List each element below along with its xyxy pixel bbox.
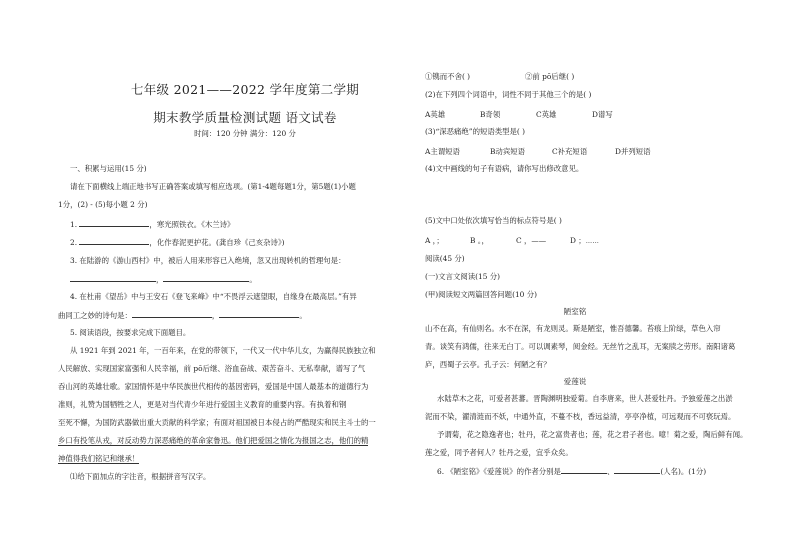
question-4: 4. 在杜甫《望岳》中与王安石《登飞来峰》中“不畏浮云遮望眼，自缘身在最高层。”有异 [70,292,357,301]
q5-5-option-b: B 。， [470,236,489,245]
q5-3-option-c: C补充短语 [552,147,588,156]
q5-5-option-d: D ；⋯⋯ [570,236,599,245]
text2-line-4: 莲之爱，同予者何人？牡丹之爱，宜乎众矣。 [425,448,573,457]
q3-end: 。 [249,275,257,284]
q4-answer-blank-2[interactable] [219,310,299,318]
question-5-2: (2)在下列四个词语中，词性不同于其他三个的是( ) [425,90,592,99]
passage-line-7 [58,454,139,463]
q5-3-option-d: D并列短语 [615,147,651,156]
q6-prefix: 6. 《陋室铭》《爱莲说》的作者分别是 [437,467,561,476]
instruction-line-2: 1分，(2) - (5)每小题 2 分) [58,200,148,209]
question-1 [70,219,234,229]
classical-reading-heading: (一)文言文阅读(15 分) [425,272,501,281]
question-3-blanks [70,274,257,284]
passage-line-6 [58,436,368,445]
reading-heading: 阅读(45 分) [425,254,465,263]
text2-title: 爱莲说 [563,377,587,386]
question-5-3: (3)“深恶痛绝”的短语类型是( ) [425,127,526,136]
passage-line-3: 吞山河的英雄壮歌。家国情怀是中华民族世代相传的基因密码，爱国是中国人最基本的道德行为 [58,382,369,391]
q4-answer-blank-1[interactable] [132,310,212,318]
q3-separator: ， [156,275,164,284]
text2-line-3: 予谓菊，花之隐逸者也；牡丹，花之富贵者也；莲，花之君子者也。噫！菊之爱，陶后鲜有闻。 [437,430,748,439]
q4-prefix: 曲同工之妙的诗句是： [58,311,132,320]
underlined-sentence-end: 神值得我们铭记和继承！ [58,454,140,463]
passage-line-2: 人民解放、实现国家富强和人民幸福，前 pō后继、浴血奋战、艰苦奋斗、无私奉献，谱写了气 [58,364,366,373]
question-5-4: (4)文中画线的句子有语病，请你写出修改意见。 [425,164,584,173]
r1-item-a: ①镌而不舍( ) [425,72,471,81]
q6-separator: 、 [606,467,615,476]
underlined-sentence: 乡口有投笔从戎，对反动势力深恶痛绝的革命家鲁迅。他们把爱国之情化为报国之志，他们的精 [58,436,369,445]
text1-title: 陋室铭 [563,307,587,316]
q4-end: 。 [299,311,307,320]
q3-answer-blank-1[interactable] [70,274,156,282]
q5-2-option-a: A英雄 [425,110,446,119]
text1-line-1: 山不在高，有仙则名。水不在深，有龙则灵。斯是陋室，惟吾德馨。苔痕上阶绿，草色入帘 [425,324,721,333]
exam-title-line2: 期末教学质量检测试题 语文试卷 [153,110,337,125]
question-3: 3. 在陆游的《游山西村》中，被后人用来形容已入绝境，忽又出现转机的哲理句是： [70,256,346,265]
exam-meta: 时间：120 分钟 满分：120 分 [194,129,296,138]
q5-3-option-a: A主谓短语 [425,147,460,156]
q5-2-option-d: D谱写 [592,110,613,119]
q1-text: ，寒光照铁衣。《木兰诗》 [149,220,235,229]
passage-line-5: 至死不懈，为国防武器做出重大贡献的科学家；有面对祖国被日本侵占的严酷现实和民主斗士的一 [58,418,376,427]
q5-2-option-b: B奇领 [480,110,501,119]
question-5-5: (5)文中口处依次填写恰当的标点符号是( ) [425,216,562,225]
question-6 [437,466,706,476]
text2-line-1: 水陆草木之花，可爱者甚蕃。晋陶渊明独爱菊。自李唐来，世人甚爱牡丹。予独爱莲之出淤 [437,394,733,403]
section1-heading: 一、积累与运用(15 分) [70,164,147,173]
sub-section-heading: (甲)阅读短文两篇回答问题(10 分) [425,290,537,299]
q5-5-option-a: A ，； [425,236,444,245]
q2-number: 2. [70,238,78,247]
q6-answer-blank-1[interactable] [561,466,607,474]
q6-suffix: (人名)。(1分) [660,467,707,476]
exam-title-line1: 七年级 2021——2022 学年度第二学期 [130,82,360,97]
instruction-line-1: 请在下面横线上端正地书写正确答案或填写相应选项。(第1-4题每题1分，第5题(1)小题 [70,182,356,191]
q2-answer-blank[interactable] [79,237,149,245]
text1-line-2: 青。谈笑有鸿儒，往来无白丁。可以调素琴，阅金经。无丝竹之乱耳，无案牍之劳形。南阳诸葛 [425,342,736,351]
passage-line-4: 准则，礼赞为国牺牲之人，更是对当代青少年进行爱国主义教育的重要内容。有执着和钢 [58,400,347,409]
question-5-1: ⑴给下面加点的字注音，根据拼音写汉字。 [70,472,211,481]
q4-separator: ， [211,311,220,320]
question-4-line2 [58,310,307,320]
question-5: 5. 阅读语段，按要求完成下面题目。 [70,328,191,337]
text2-line-2: 泥而不染，濯清涟而不妖，中通外直，不蔓不枝，香远益清，亭亭净植，可远观而不可亵玩焉。 [425,412,736,421]
question-2 [70,237,285,247]
q5-3-option-b: B动宾短语 [490,147,525,156]
q5-5-option-c: C ，—— [516,236,547,245]
passage-line-1: 从 1921 年到 2021 年，一百年来，在党的带领下，一代又一代中华儿女，为赢得民族独立和 [70,346,376,355]
q1-number: 1. [70,220,78,229]
q6-answer-blank-2[interactable] [614,466,660,474]
text1-line-3: 庐，西蜀子云亭。孔子云：何陋之有？ [425,360,551,369]
q2-text: ，化作春泥更护花。(龚自珍《己亥杂诗》) [149,238,285,247]
q3-answer-blank-2[interactable] [163,274,249,282]
q1-answer-blank[interactable] [79,219,149,227]
q5-2-option-c: C英雄 [536,110,557,119]
r1-item-b: ②前 pō后继( ) [525,72,575,81]
